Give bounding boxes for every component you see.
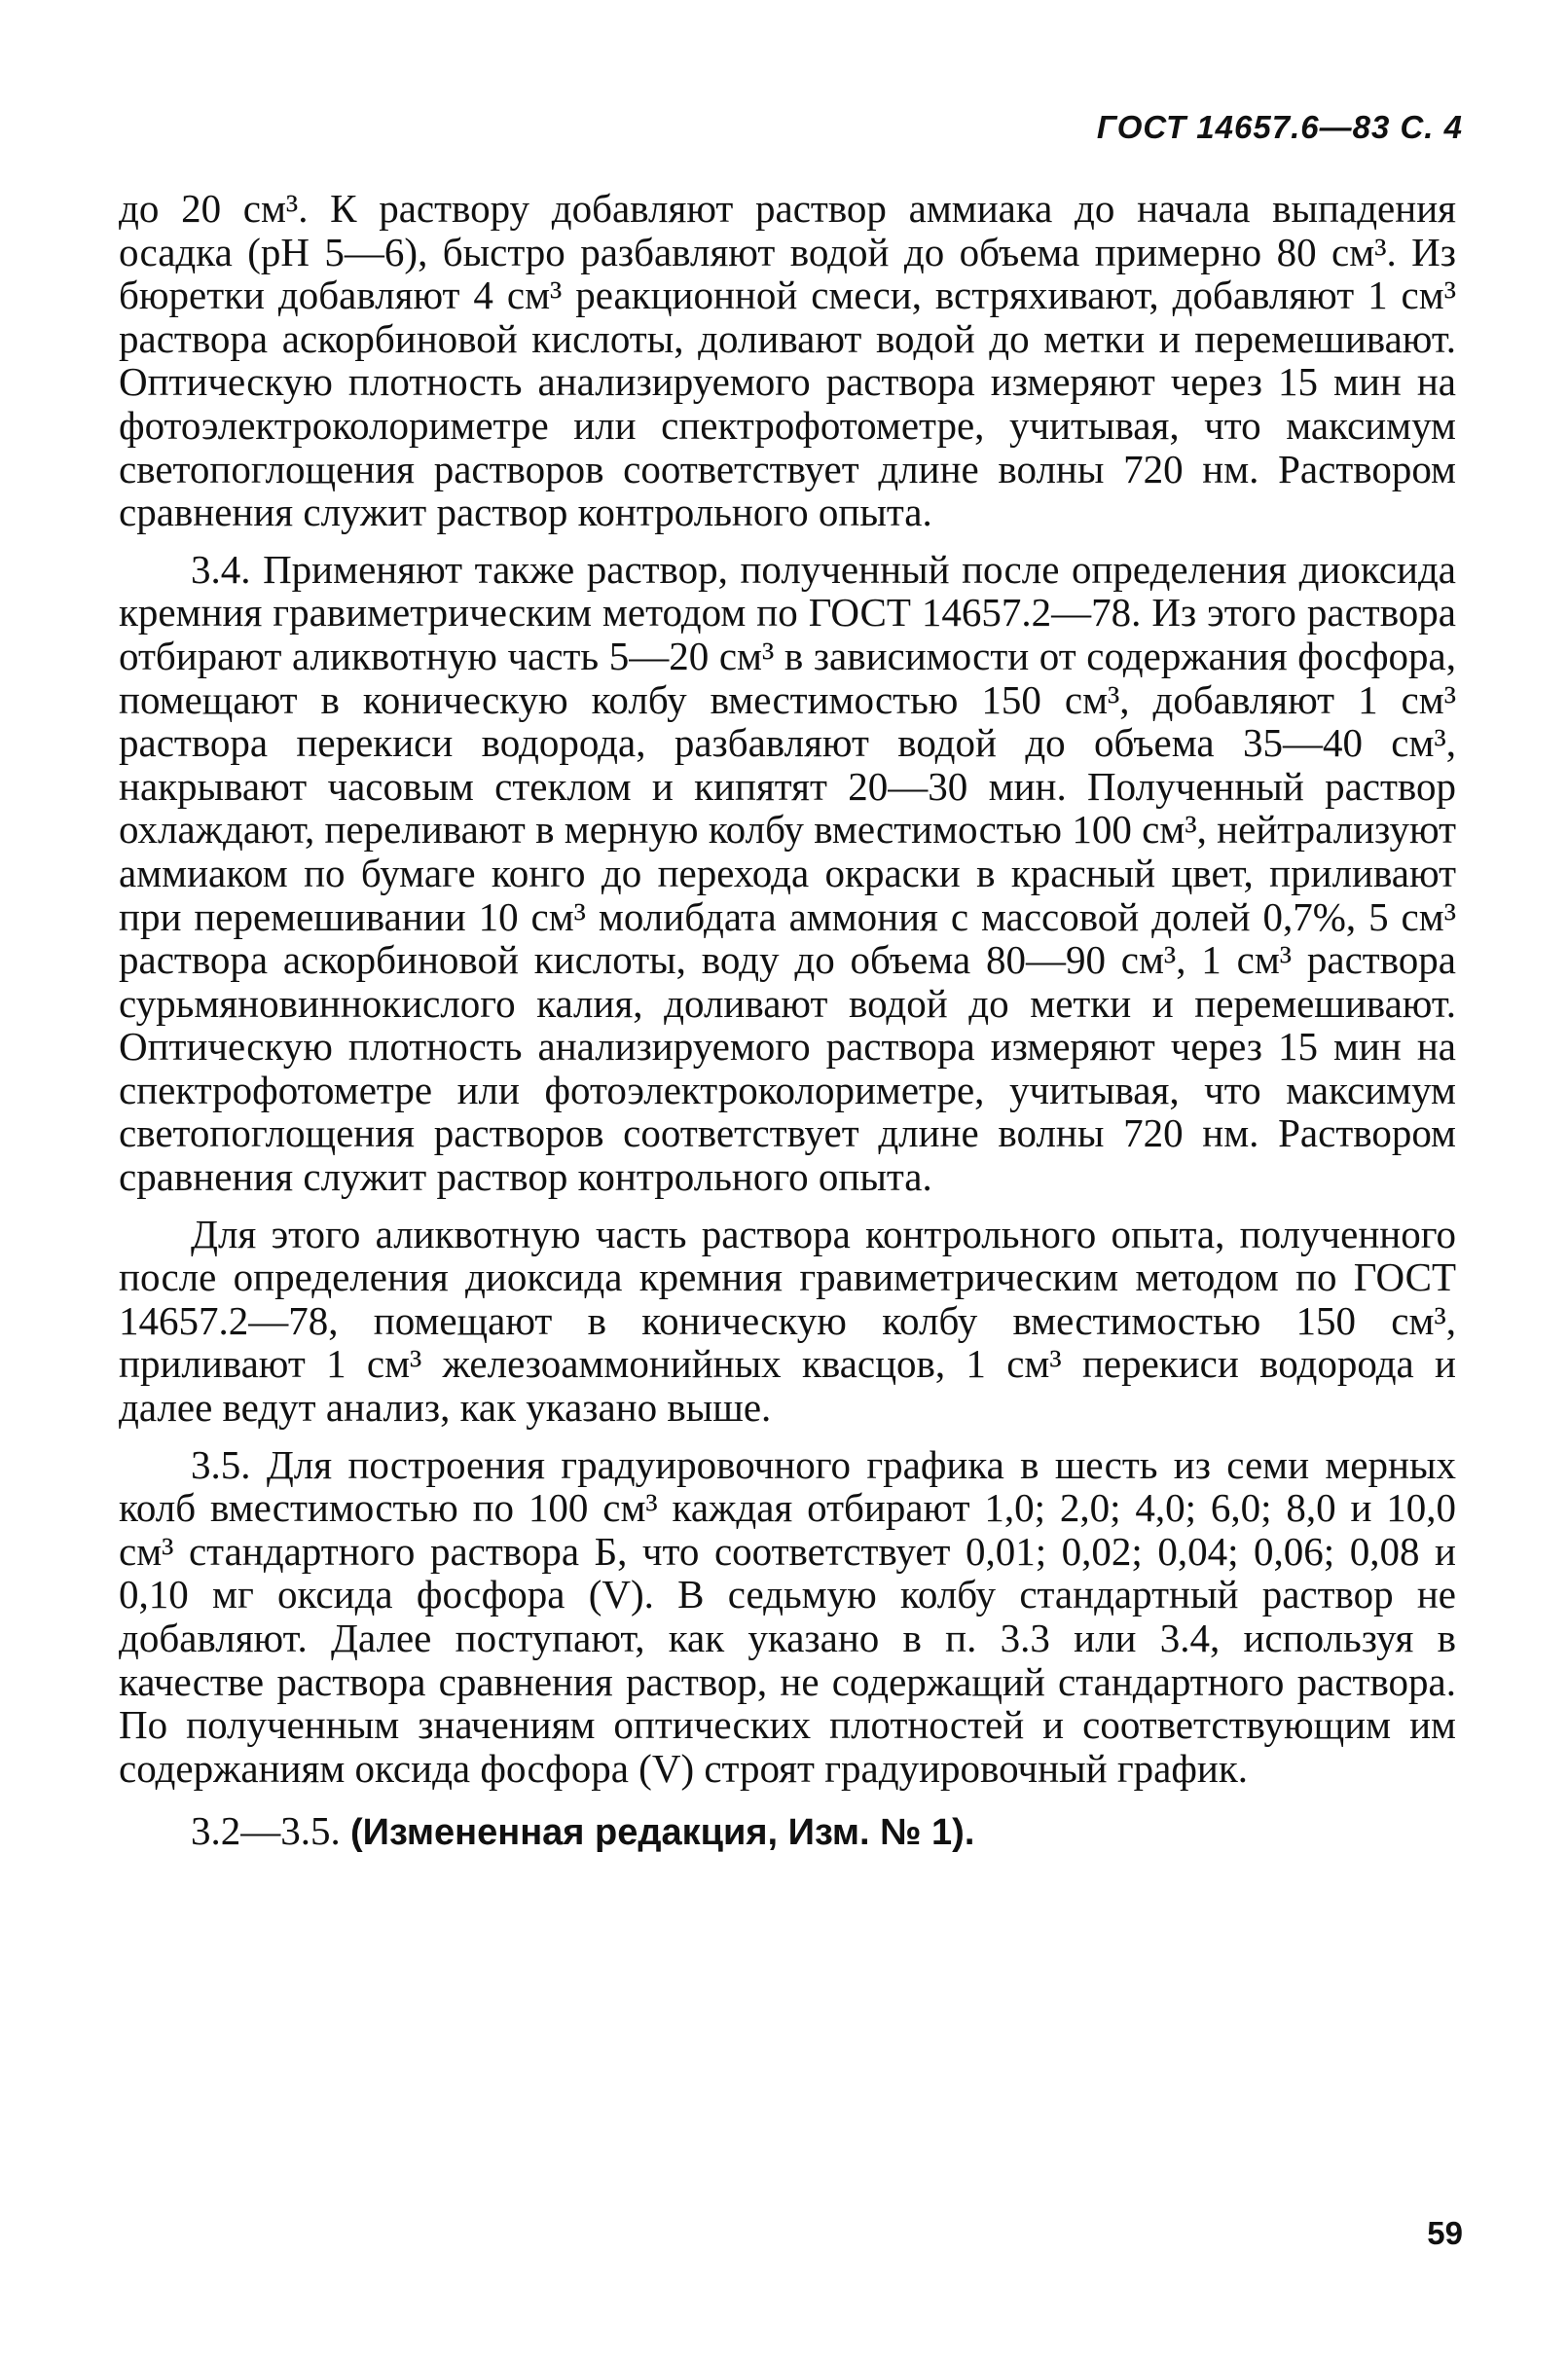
body-text [119, 187, 1456, 1855]
paragraph-continuation: до 20 см³. К раствору добавляют раствор аммиака до начала выпадения осадка (рН 5—6), быстро разбавляют водой до объема примерно 80 см³. Из бюретки добавляют 4 см³ реакционной смеси, встряхивают, добавляют 1 см³ раствора аскорбиновой кислоты, доливают водой до метки и перемешивают. Оптическую плотность анализируемого раствора измеряют через 15 мин на фотоэлектроколориметре или спектрофотометре, учитывая, что максимум светопоглощения растворов соответствует длине волны 720 нм. Раствором сравнения служит раствор контрольного опыта. [119, 186, 1456, 535]
paragraph-control-sample: Для этого аликвотную часть раствора контрольного опыта, полученного после определения диоксида кремния гравиметрическим методом по ГОСТ 14657.2—78, помещают в коническую колбу вместимостью 150 см³, приливают 1 см³ железоаммонийных квасцов, 1 см³ перекиси водорода и далее ведут анализ, как указано выше. [119, 1211, 1456, 1431]
amendment-clause-ref: 3.2—3.5. [191, 1808, 341, 1854]
paragraph-3-4: 3.4. Применяют также раствор, полученный после определения диоксида кремния гравиметрическим методом по ГОСТ 14657.2—78. Из этого раствора отбирают аликвотную часть 5—20 см³ в зависимости от содержания фосфора, помещают в коническую колбу вместимостью 150 см³, добавляют 1 см³ раствора перекиси водорода, разбавляют водой до объема 35—40 см³, накрывают часовым стеклом и кипятят 20—30 мин. Полученный раствор охлаждают, переливают в мерную колбу вместимостью 100 см³, нейтрализуют аммиаком по бумаге конго до перехода окраски в красный цвет, приливают при перемешивании 10 см³ молибдата аммония с массовой долей 0,7%, 5 см³ раствора аскорбиновой кислоты, воду до объема 80—90 см³, 1 см³ раствора сурьмяновиннокислого калия, доливают водой до метки и перемешивают. Оптическую плотность анализируемого раствора измеряют через 15 мин на спектрофотометре или фотоэлектроколориметре, учитывая, что максимум светопоглощения растворов соответствует длине волны 720 нм. Раствором сравнения служит раствор контрольного опыта. [119, 546, 1456, 1200]
running-header: ГОСТ 14657.6—83 С. 4 [1096, 109, 1463, 145]
page-number: 59 [1427, 2215, 1463, 2251]
paragraph-3-5: 3.5. Для построения градуировочного графика в шесть из семи мерных колб вместимостью по 100 см³ каждая отбирают 1,0; 2,0; 4,0; 6,0; 8,0 и 10,0 см³ стандартного раствора Б, что соответствует 0,01; 0,02; 0,04; 0,06; 0,08 и 0,10 мг оксида фосфора (V). В седьмую колбу стандартный раствор не добавляют. Далее поступают, как указано в п. 3.3 или 3.4, используя в качестве раствора сравнения раствор, не содержащий стандартного раствора. По полученным значениям оптических плотностей и соответствующим им содержаниям оксида фосфора (V) строят градуировочный график. [119, 1441, 1456, 1791]
amendment-note [119, 1809, 1456, 1855]
amendment-label: (Измененная редакция, Изм. № 1). [350, 1812, 975, 1854]
